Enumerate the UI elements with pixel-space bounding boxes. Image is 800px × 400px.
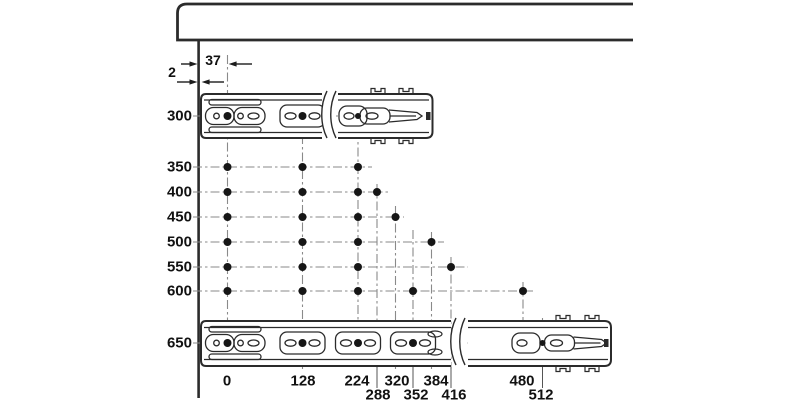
row-label-400: 400 xyxy=(166,183,192,201)
hole-dot-450-224 xyxy=(354,213,362,221)
col-label-416: 416 xyxy=(441,386,467,400)
rail-end-stop xyxy=(426,112,431,120)
hole-dot-350-224 xyxy=(354,163,362,171)
hole-dot-500-224 xyxy=(354,238,362,246)
hole-dot-600-480 xyxy=(519,287,527,295)
hole-dot-500-384 xyxy=(428,238,436,246)
hole-dots xyxy=(224,112,546,347)
rail-end-stop xyxy=(604,339,609,347)
row-label-350: 350 xyxy=(166,158,192,176)
col-label-128: 128 xyxy=(290,372,316,390)
hole-dot-550-416 xyxy=(447,263,455,271)
col-label-352: 352 xyxy=(403,386,429,400)
hole-dot-300-128 xyxy=(299,112,307,120)
hole-dot-550-0 xyxy=(224,263,232,271)
hole-dot-450-128 xyxy=(299,213,307,221)
rail-break-symbol xyxy=(322,91,336,138)
col-label-512: 512 xyxy=(528,386,554,400)
hole-dot-600-224 xyxy=(354,287,362,295)
hole-dot-400-224 xyxy=(354,188,362,196)
dimension-37-label: 37 xyxy=(205,52,221,68)
hole-dot-550-128 xyxy=(299,263,307,271)
col-label-224: 224 xyxy=(344,372,370,390)
row-label-650: 650 xyxy=(166,334,192,352)
hole-dot-400-128 xyxy=(299,188,307,196)
hole-dot-650-224 xyxy=(354,339,362,347)
col-label-320: 320 xyxy=(384,372,410,390)
cabinet-top-panel xyxy=(178,4,634,40)
hole-dot-600-128 xyxy=(299,287,307,295)
hole-dot-400-0 xyxy=(224,188,232,196)
rail-break-symbol xyxy=(451,318,465,365)
hole-dot-650-128 xyxy=(299,339,307,347)
hole-dot-600-0 xyxy=(224,287,232,295)
hole-dot-550-224 xyxy=(354,263,362,271)
hole-dot-600-352 xyxy=(409,287,417,295)
row-label-300: 300 xyxy=(166,107,192,125)
hole-dot-500-0 xyxy=(224,238,232,246)
hole-dot-650-512 xyxy=(540,340,546,346)
hole-dot-650-352 xyxy=(409,339,417,347)
col-label-480: 480 xyxy=(509,372,535,390)
dimension-2-label: 2 xyxy=(168,64,176,80)
slide-rail-650 xyxy=(201,316,611,372)
slide-rail-300 xyxy=(201,89,433,144)
hole-dot-450-320 xyxy=(392,213,400,221)
row-label-600: 600 xyxy=(166,282,192,300)
row-label-450: 450 xyxy=(166,208,192,226)
hole-dot-350-128 xyxy=(299,163,307,171)
dimension-2-arrows xyxy=(177,79,224,84)
hole-dot-400-288 xyxy=(373,188,381,196)
row-label-500: 500 xyxy=(166,233,192,251)
hole-dot-450-0 xyxy=(224,213,232,221)
row-label-550: 550 xyxy=(166,258,192,276)
hole-dot-300-0 xyxy=(224,112,232,120)
col-label-0: 0 xyxy=(222,372,232,390)
col-label-384: 384 xyxy=(423,372,449,390)
hole-dot-300-224 xyxy=(355,113,361,119)
col-label-288: 288 xyxy=(365,386,391,400)
hole-dot-350-0 xyxy=(224,163,232,171)
hole-dot-500-128 xyxy=(299,238,307,246)
hole-dot-650-0 xyxy=(224,339,232,347)
